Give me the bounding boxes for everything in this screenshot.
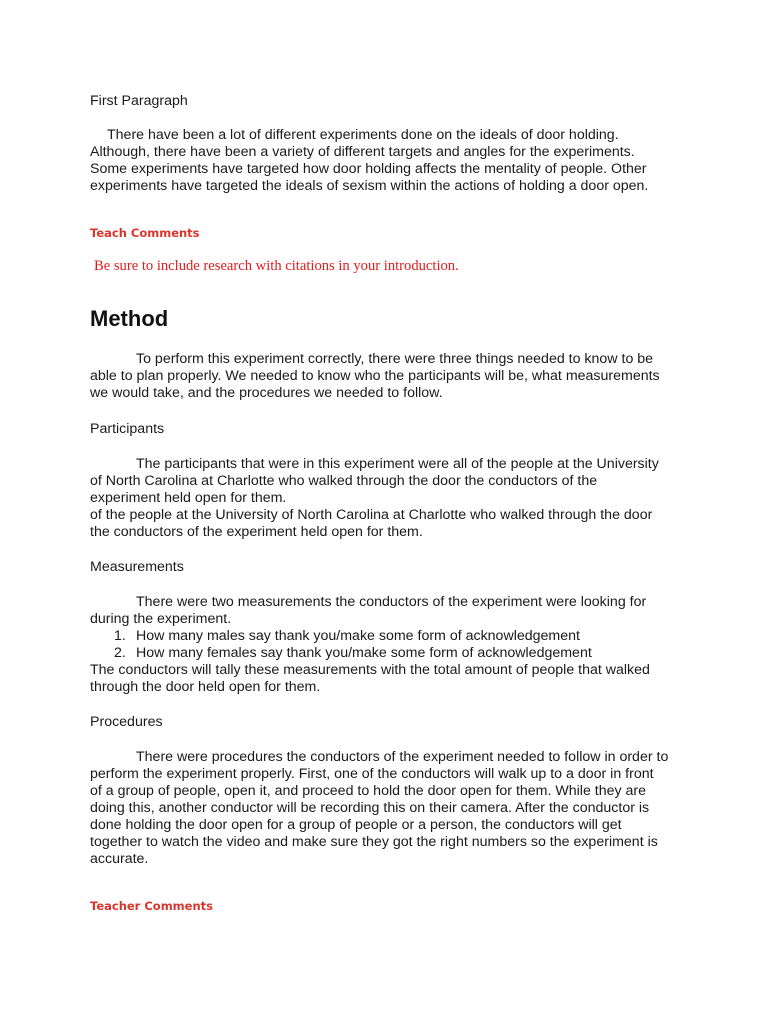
- teach-comments-label: Teach Comments: [90, 226, 200, 240]
- measurements-followup: [90, 662, 680, 696]
- procedures-line: perform the experiment properly. First, one of the conductors will walk up to a door in front: [90, 766, 654, 782]
- measurements-line: during the experiment.: [90, 611, 232, 627]
- measurements-followup-line: The conductors will tally these measurements with the total amount of people that walked: [90, 662, 650, 678]
- method-line: To perform this experiment correctly, there were three things needed to know to be: [136, 351, 654, 367]
- participants-line: the conductors of the experiment held open for them.: [90, 524, 423, 540]
- measurements-list: [90, 628, 690, 662]
- first-paragraph-heading: First Paragraph: [90, 93, 188, 109]
- procedures-line: There were procedures the conductors of the experiment needed to follow in order to: [136, 749, 669, 765]
- procedures-line: done holding the door open for a group of people or a person, the conductors will get: [90, 817, 622, 833]
- procedures-line: doing this, another conductor will be recording this on their camera. After the conductor is: [90, 800, 650, 816]
- participants-line: of North Carolina at Charlotte who walked through the door the conductors of the: [90, 473, 598, 489]
- procedures-line: together to watch the video and make sure they got the right numbers so the experiment is: [90, 834, 658, 850]
- method-paragraph: [90, 351, 680, 402]
- list-item: [90, 628, 690, 645]
- procedures-line: of a group of people, open it, and proceed to hold the door open for them. While they are: [90, 783, 647, 799]
- participants-paragraph: [90, 456, 680, 541]
- participants-line: experiment held open for them.: [90, 490, 287, 506]
- first-paragraph-line: experiments have targeted the ideals of sexism within the actions of holding a door open.: [90, 178, 649, 194]
- method-line: able to plan properly. We needed to know who the participants will be, what measurements: [90, 368, 660, 384]
- teacher-comments-label: Teacher Comments: [90, 899, 213, 913]
- measurements-heading: Measurements: [90, 559, 184, 575]
- method-line: we would take, and the procedures we needed to follow.: [90, 385, 443, 401]
- list-item: [90, 645, 690, 662]
- participants-heading: Participants: [90, 421, 165, 437]
- measurements-paragraph: [90, 594, 680, 628]
- method-heading: Method: [90, 306, 169, 331]
- participants-line: of the people at the University of North Carolina at Charlotte who walked through the door: [90, 507, 653, 523]
- first-paragraph-line: Some experiments have targeted how door holding affects the mentality of people. Other: [90, 161, 647, 177]
- first-paragraph-line: Although, there have been a variety of different targets and angles for the experiments.: [90, 144, 635, 160]
- list-item-text: How many females say thank you/make some form of acknowledgement: [136, 645, 592, 661]
- procedures-heading: Procedures: [90, 714, 163, 730]
- procedures-paragraph: [90, 749, 680, 868]
- measurements-line: There were two measurements the conductors of the experiment were looking for: [136, 594, 647, 610]
- participants-line: The participants that were in this experiment were all of the people at the University: [136, 456, 659, 472]
- first-paragraph-line: There have been a lot of different experiments done on the ideals of door holding.: [107, 127, 619, 143]
- first-paragraph-text: [90, 127, 680, 195]
- teach-comment-text: Be sure to include research with citations in your introduction.: [94, 258, 459, 274]
- list-number: 2.: [114, 645, 126, 661]
- measurements-followup-line: through the door held open for them.: [90, 679, 321, 695]
- list-item-text: How many males say thank you/make some form of acknowledgement: [136, 628, 580, 644]
- procedures-line: accurate.: [90, 851, 149, 867]
- list-number: 1.: [114, 628, 126, 644]
